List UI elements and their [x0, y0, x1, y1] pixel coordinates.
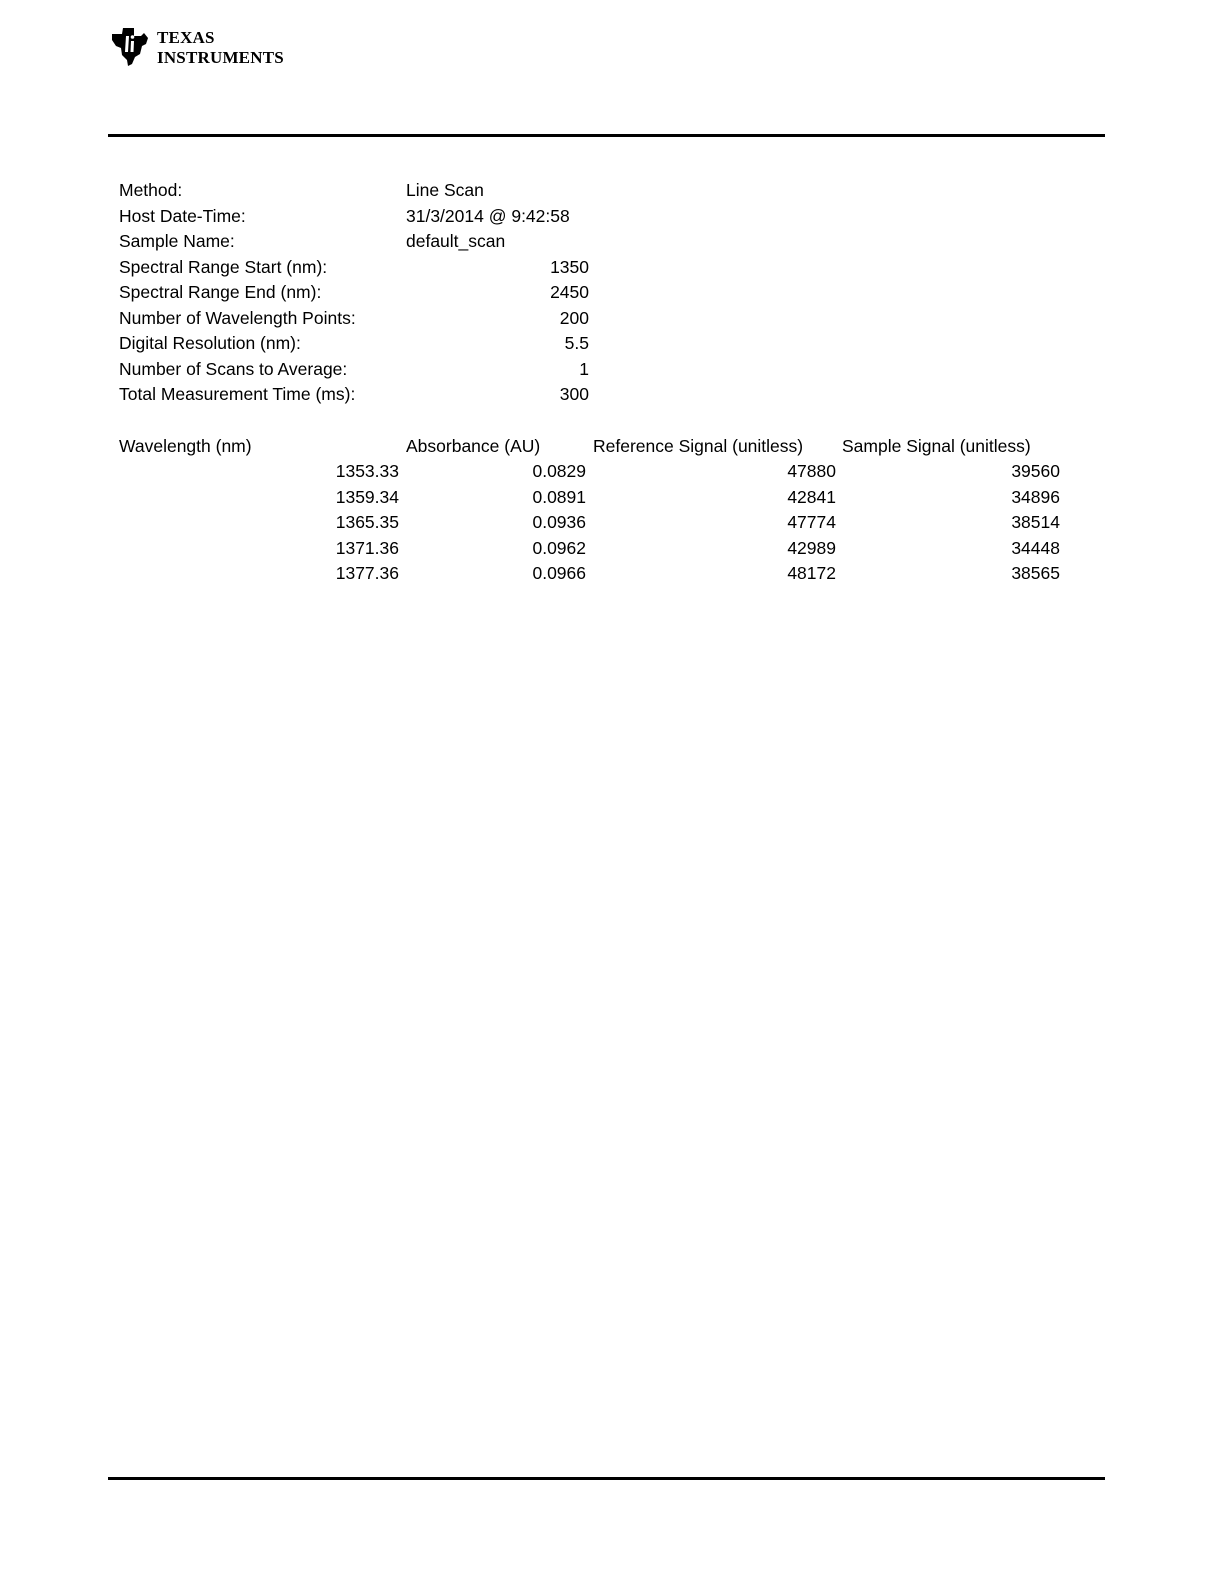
cell-sample-signal: 38565	[1011, 563, 1060, 584]
metadata-row	[119, 280, 589, 305]
cell-reference-signal: 42841	[787, 486, 836, 507]
cell-wavelength: 1353.33	[335, 461, 399, 481]
logo-line-2: INSTRUMENTS	[157, 48, 284, 67]
header-divider	[108, 134, 1105, 137]
cell-sample-signal: 38514	[1011, 512, 1060, 533]
metadata-label: Spectral Range End (nm):	[119, 282, 322, 302]
metadata-label: Host Date-Time:	[119, 205, 246, 226]
metadata-value: 1	[579, 358, 589, 379]
cell-sample-signal: 39560	[1011, 461, 1060, 481]
cell-absorbance: 0.0829	[532, 461, 586, 481]
metadata-value: 2450	[550, 282, 589, 302]
cell-sample-signal: 34896	[1011, 486, 1060, 507]
cell-wavelength: 1377.36	[335, 563, 399, 584]
logo-wordmark	[157, 28, 284, 68]
header-sample-signal: Sample Signal (unitless)	[842, 436, 1031, 456]
cell-absorbance: 0.0891	[532, 486, 586, 507]
cell-reference-signal: 47774	[787, 512, 836, 533]
metadata-value: Line Scan	[406, 180, 484, 200]
cell-reference-signal: 42989	[787, 537, 836, 558]
metadata-value: 5.5	[564, 333, 589, 353]
metadata-row	[119, 306, 589, 331]
texas-instruments-logo	[108, 24, 308, 72]
logo-line-1: TEXAS	[157, 28, 215, 47]
cell-sample-signal: 34448	[1011, 537, 1060, 558]
cell-reference-signal: 48172	[787, 563, 836, 584]
cell-absorbance: 0.0936	[532, 512, 586, 533]
metadata-row	[119, 204, 589, 229]
metadata-label: Digital Resolution (nm):	[119, 333, 301, 353]
header-absorbance: Absorbance (AU)	[406, 436, 541, 456]
cell-wavelength: 1365.35	[335, 512, 399, 533]
metadata-label: Total Measurement Time (ms):	[119, 384, 356, 404]
footer-divider	[108, 1477, 1105, 1480]
metadata-value: default_scan	[406, 231, 506, 251]
metadata-row	[119, 255, 589, 280]
metadata-value: 1350	[550, 256, 589, 277]
metadata-label: Spectral Range Start (nm):	[119, 256, 328, 277]
metadata-value: 200	[559, 307, 589, 328]
cell-reference-signal: 47880	[787, 461, 836, 481]
cell-wavelength: 1371.36	[335, 537, 399, 558]
header-reference-signal: Reference Signal (unitless)	[593, 436, 804, 456]
metadata-value: 31/3/2014 @ 9:42:58	[406, 205, 570, 226]
metadata-label: Number of Scans to Average:	[119, 358, 348, 379]
texas-state-icon	[108, 24, 152, 68]
metadata-row	[119, 382, 589, 407]
metadata-row	[119, 357, 589, 382]
metadata-row	[119, 229, 589, 254]
cell-absorbance: 0.0962	[532, 537, 586, 558]
cell-wavelength: 1359.34	[335, 486, 399, 507]
cell-absorbance: 0.0966	[532, 563, 586, 584]
metadata-label: Method:	[119, 180, 183, 200]
metadata-row	[119, 178, 589, 203]
header-wavelength: Wavelength (nm)	[119, 436, 252, 456]
metadata-value: 300	[559, 384, 589, 404]
metadata-label: Sample Name:	[119, 231, 235, 251]
metadata-row	[119, 331, 589, 356]
metadata-label: Number of Wavelength Points:	[119, 307, 356, 328]
